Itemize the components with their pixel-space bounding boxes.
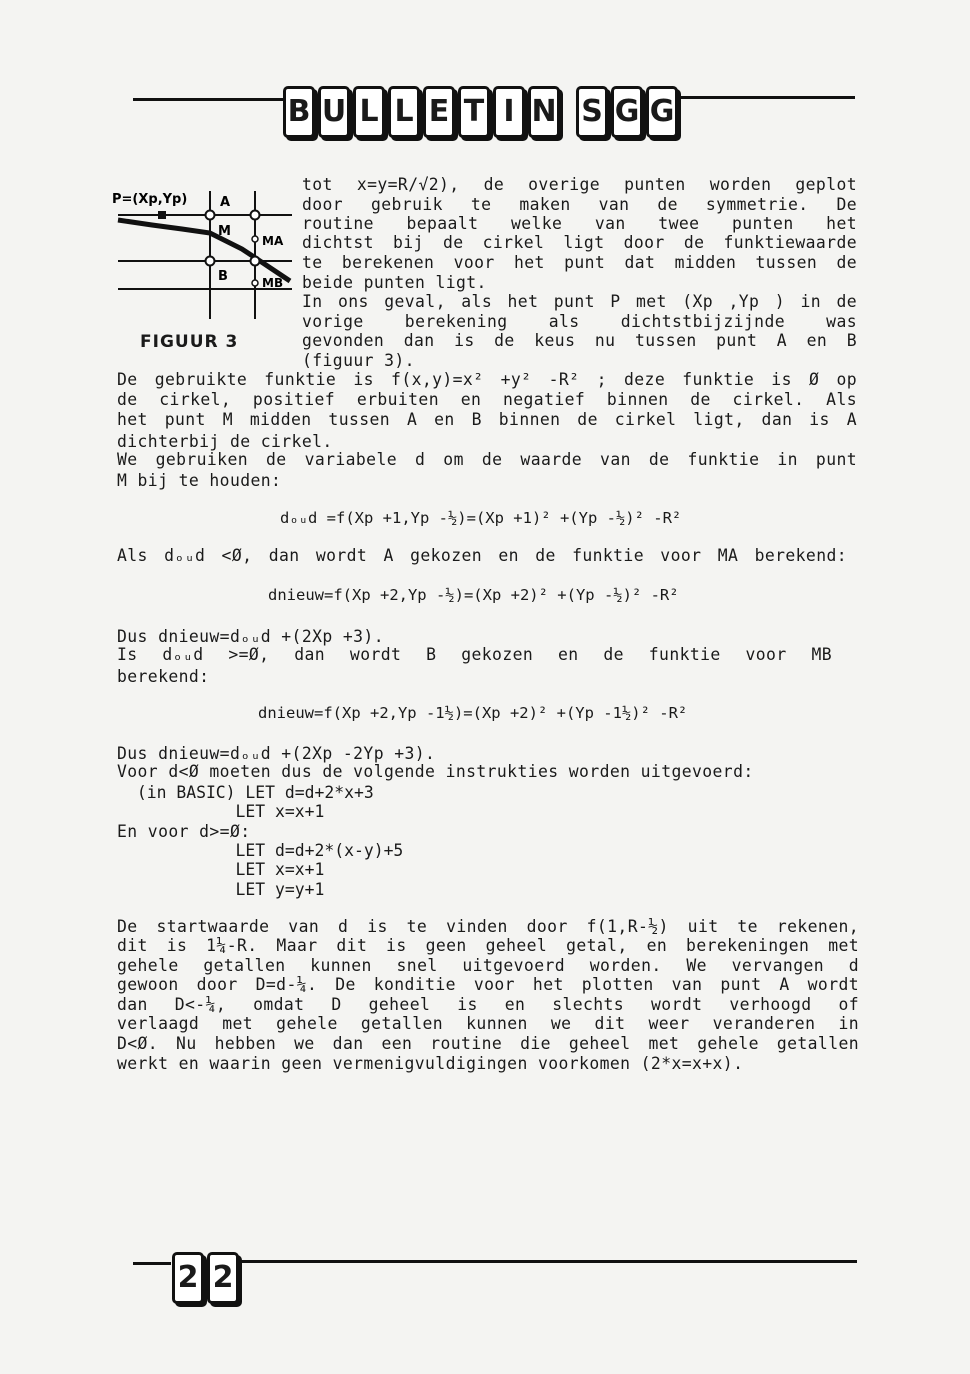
figure-caption: FIGUUR 3: [140, 332, 239, 352]
body-line: berekend:: [117, 667, 210, 686]
body-line: verlaagd met gehele getallen kunnen we dit weer veranderen in: [117, 1014, 859, 1033]
header-letter: B: [283, 86, 315, 138]
intro-line: gevonden dan is de keus nu tussen punt A en B: [302, 331, 857, 350]
header-letter: G: [611, 86, 643, 138]
formula-d-nieuw-a: dnieuw=f(Xp +2,Yp -½)=(Xp +2)² +(Yp -½)² -R²: [268, 586, 679, 604]
body-line: De startwaarde van d is te vinden door f(1,R-½) uit te rekenen,: [117, 917, 859, 936]
formula-d-nieuw-b: dnieuw=f(Xp +2,Yp -1½)=(Xp +2)² +(Yp -1½)² -R²: [258, 704, 688, 722]
body-line: De gebruikte funktie is f(x,y)=x² +y² -R² ; deze funktie is Ø op: [117, 370, 857, 389]
body-line: Dus dnieuw=dₒᵤd +(2Xp +3).: [117, 627, 384, 646]
code-line: LET y=y+1: [127, 880, 325, 899]
footer-rule-left: [133, 1262, 171, 1265]
figure-label-a: A: [220, 195, 231, 210]
code-line: LET x=x+1: [127, 802, 325, 821]
header-letter: N: [528, 86, 560, 138]
footer-rule-right: [240, 1260, 857, 1263]
intro-line: tot x=y=R/√2), de overige punten worden geplot: [302, 175, 857, 194]
body-line: We gebruiken de variabele d om de waarde van de funktie in punt: [117, 450, 857, 469]
intro-line: routine bepaalt welke van twee punten het: [302, 214, 857, 233]
figure-label-ma: MA: [262, 234, 284, 248]
body-line: gehele getallen kunnen snel uitgevoerd worden. We vervangen d: [117, 956, 859, 975]
header-letter: U: [318, 86, 350, 138]
body-line: werkt en waarin geen vermenigvuldigingen voorkomen (2*x=x+x).: [117, 1054, 744, 1073]
figure-label-b: B: [218, 269, 228, 284]
body-line: Als dₒᵤd <Ø, dan wordt A gekozen en de funktie voor MA berekend:: [117, 546, 847, 565]
header-letter: E: [423, 86, 455, 138]
body-line: dichterbij de cirkel.: [117, 432, 333, 451]
body-line: dit is 1¼-R. Maar dit is geen geheel getal, en berekeningen met: [117, 936, 859, 955]
page-number: [172, 1252, 239, 1304]
figure-3-diagram: [112, 183, 294, 323]
header-rule-right: [665, 96, 855, 99]
header-rule-left: [133, 98, 283, 101]
header-letter: S: [576, 86, 608, 138]
figure-point-label: P=(Xp,Yp): [112, 192, 188, 207]
intro-line: (figuur 3).: [302, 351, 415, 370]
intro-line: In ons geval, als het punt P met (Xp ,Yp ) in de: [302, 292, 857, 311]
body-line: Dus dnieuw=dₒᵤd +(2Xp -2Yp +3).: [117, 744, 436, 763]
body-line: En voor d>=Ø:: [117, 822, 251, 841]
body-line: gewoon door D=d-¼. De konditie voor het plotten van punt A wordt: [117, 975, 859, 994]
body-line: Voor d<Ø moeten dus de volgende instrukties worden uitgevoerd:: [117, 762, 754, 781]
formula-d-oud: dₒᵤd =f(Xp +1,Yp -½)=(Xp +1)² +(Yp -½)² -R²: [280, 509, 682, 527]
intro-line: vorige berekening als dichtstbijzijnde was: [302, 312, 857, 331]
body-line: de cirkel, positief erbuiten en negatief binnen de cirkel. Als: [117, 390, 857, 409]
intro-line: beide punten ligt.: [302, 273, 487, 292]
figure-label-mb: MB: [262, 276, 284, 290]
intro-line: door gebruik te maken van de symmetrie. De: [302, 195, 857, 214]
page-digit: 2: [207, 1252, 239, 1304]
page-digit: 2: [172, 1252, 204, 1304]
intro-line: te berekenen voor het punt dat midden tussen de: [302, 253, 857, 272]
header-letter: L: [388, 86, 420, 138]
code-line: LET d=d+2*(x-y)+5: [127, 841, 404, 860]
header-letter: G: [646, 86, 678, 138]
header-letter: I: [493, 86, 525, 138]
header-letter: L: [353, 86, 385, 138]
bulletin-header: [283, 86, 678, 138]
code-line: (in BASIC) LET d=d+2*x+3: [127, 783, 374, 802]
body-line: dan D<-¼, omdat D geheel is en slechts wordt verhoogd of: [117, 995, 859, 1014]
header-letter: T: [458, 86, 490, 138]
intro-line: dichtst bij de cirkel ligt door de funktiewaarde: [302, 233, 857, 252]
figure-label-m: M: [218, 224, 231, 239]
body-line: Is dₒᵤd >=Ø, dan wordt B gekozen en de funktie voor MB: [117, 645, 832, 664]
body-line: het punt M midden tussen A en B binnen de cirkel ligt, dan is A: [117, 410, 857, 429]
body-line: D<Ø. Nu hebben we dan een routine die geheel met gehele getallen: [117, 1034, 859, 1053]
body-line: M bij te houden:: [117, 471, 282, 490]
code-line: LET x=x+1: [127, 860, 325, 879]
